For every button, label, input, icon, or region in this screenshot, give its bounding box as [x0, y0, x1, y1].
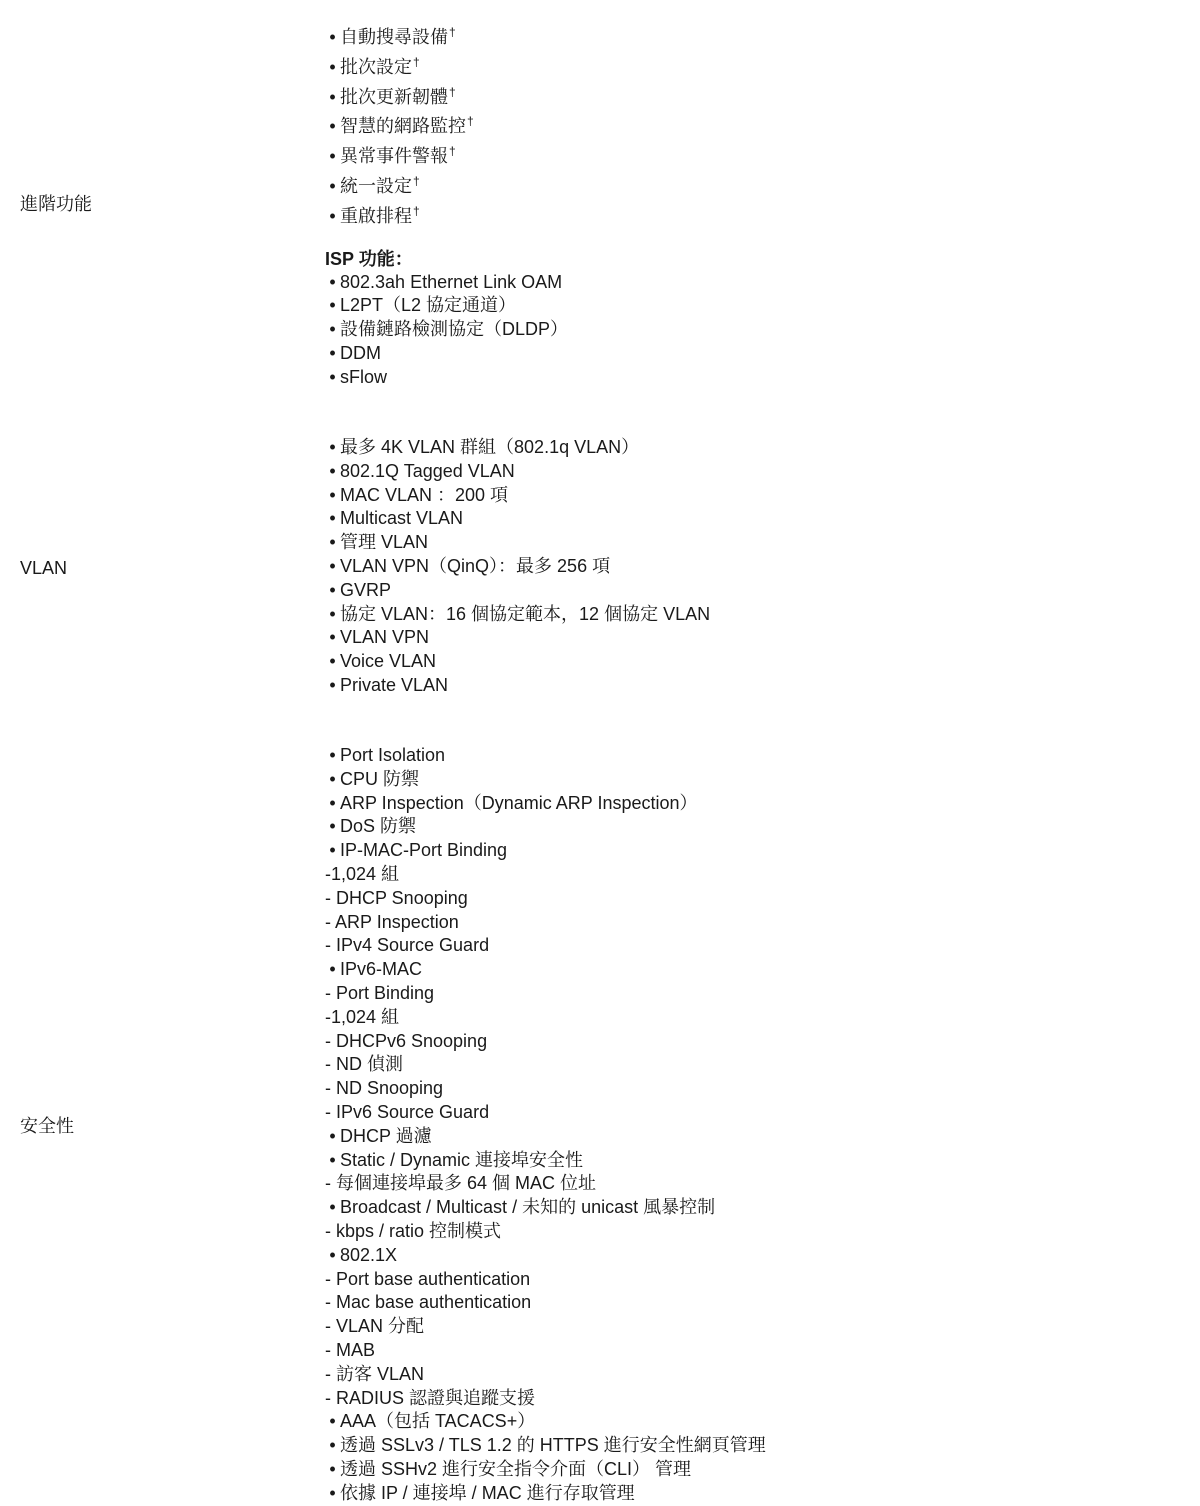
bullet-icon: •	[329, 319, 336, 340]
list-item	[325, 137, 1175, 167]
list-item-text: 重啟排程	[340, 205, 412, 226]
bullet-icon: •	[329, 792, 336, 813]
list-item	[325, 436, 1175, 460]
sub-list-item	[325, 1101, 1175, 1125]
isp-feature-list	[325, 271, 1175, 390]
dagger-footnote-mark: †	[449, 25, 456, 39]
dagger-footnote-mark: †	[413, 54, 420, 69]
row-label-advanced: 進階功能	[20, 194, 92, 214]
list-item	[325, 1410, 1175, 1434]
bullet-icon: •	[329, 116, 336, 137]
list-item-text: 802.1Q Tagged VLAN	[340, 460, 515, 481]
list-item-text: -1,024 組	[325, 1006, 400, 1027]
row-label-vlan: VLAN	[20, 558, 68, 578]
list-item	[325, 1458, 1175, 1482]
sub-list-item	[325, 982, 1175, 1006]
sub-list-item	[325, 863, 1175, 887]
list-item-text: Broadcast / Multicast / 未知的 unicast 風暴控制	[340, 1197, 716, 1218]
sub-list-item	[325, 1315, 1175, 1339]
list-item	[325, 674, 1175, 698]
list-item-text: 批次更新韌體	[340, 86, 448, 107]
list-item-text: - DHCP Snooping	[325, 887, 468, 908]
sub-list-item	[325, 1291, 1175, 1315]
list-item	[325, 579, 1175, 603]
list-item	[325, 744, 1175, 768]
bullet-icon: •	[329, 745, 336, 765]
bullet-icon: •	[329, 205, 336, 226]
list-item-text: 透過 SSHv2 進行安全指令介面（CLI） 管理	[340, 1458, 692, 1479]
list-item	[325, 484, 1175, 508]
dagger-footnote-mark: †	[467, 114, 474, 129]
management-feature-list	[325, 18, 1175, 227]
list-item	[325, 48, 1175, 78]
bullet-icon: •	[329, 271, 336, 292]
list-item-text: - VLAN 分配	[325, 1316, 425, 1337]
list-item	[325, 1196, 1175, 1220]
sub-list-item	[325, 1077, 1175, 1101]
list-item-text: DoS 防禦	[340, 816, 417, 837]
isp-heading: ISP 功能：	[325, 248, 413, 269]
bullet-icon: •	[329, 437, 336, 457]
bullet-icon: •	[329, 1244, 336, 1265]
list-item	[325, 768, 1175, 792]
list-item-text: 統一設定	[340, 175, 412, 196]
list-item-text: IP-MAC-Port Binding	[340, 840, 508, 861]
list-item-text: Static / Dynamic 連接埠安全性	[340, 1149, 584, 1170]
list-item-text: - IPv6 Source Guard	[325, 1101, 490, 1122]
list-item-text: ARP Inspection（Dynamic ARP Inspection）	[340, 792, 698, 813]
sub-list-item	[325, 1387, 1175, 1411]
sub-list-item	[325, 887, 1175, 911]
list-item-text: sFlow	[340, 366, 388, 387]
bullet-icon: •	[329, 342, 336, 363]
list-item-text: Private VLAN	[340, 674, 449, 695]
list-item	[325, 366, 1175, 390]
list-item-text: 自動搜尋設備	[340, 27, 448, 47]
list-item-text: 802.1X	[340, 1244, 398, 1265]
row-content-vlan	[325, 436, 1175, 698]
list-item	[325, 815, 1175, 839]
list-item	[325, 294, 1175, 318]
bullet-icon: •	[329, 555, 336, 576]
list-item-text: 透過 SSLv3 / TLS 1.2 的 HTTPS 進行安全性網頁管理	[340, 1435, 766, 1456]
bullet-icon: •	[329, 603, 336, 624]
row-label-security: 安全性	[20, 1116, 74, 1136]
list-item	[325, 792, 1175, 816]
bullet-icon: •	[329, 175, 336, 196]
vlan-feature-list	[325, 436, 1175, 698]
sub-list-item	[325, 1172, 1175, 1196]
bullet-icon: •	[329, 1411, 336, 1432]
list-item-text: AAA（包括 TACACS+）	[340, 1411, 536, 1432]
bullet-icon: •	[329, 651, 336, 672]
bullet-icon: •	[329, 56, 336, 77]
list-item-text: 最多 4K VLAN 群組（802.1q VLAN）	[340, 437, 640, 457]
bullet-icon: •	[329, 840, 336, 861]
list-item-text: - kbps / ratio 控制模式	[325, 1220, 502, 1241]
bullet-icon: •	[329, 146, 336, 167]
dagger-footnote-mark: †	[413, 203, 420, 218]
list-item	[325, 107, 1175, 137]
list-item	[325, 1149, 1175, 1173]
list-item-text: - 訪客 VLAN	[325, 1363, 425, 1384]
list-item-text: GVRP	[340, 579, 392, 600]
row-content-advanced	[325, 18, 1175, 390]
list-item-text: -1,024 組	[325, 863, 400, 884]
list-item	[325, 507, 1175, 531]
bullet-icon: •	[329, 1149, 336, 1170]
list-item-text: - DHCPv6 Snooping	[325, 1030, 488, 1051]
list-item	[325, 650, 1175, 674]
sub-list-item	[325, 1053, 1175, 1077]
isp-feature-block	[325, 247, 1175, 390]
bullet-icon: •	[329, 1125, 336, 1146]
list-item-text: 802.3ah Ethernet Link OAM	[340, 271, 563, 292]
bullet-icon: •	[329, 1197, 336, 1218]
sub-list-item	[325, 1339, 1175, 1363]
dagger-footnote-mark: †	[413, 173, 420, 188]
list-item-text: Multicast VLAN	[340, 508, 464, 529]
list-item-text: - IPv4 Source Guard	[325, 935, 490, 956]
list-item	[325, 460, 1175, 484]
bullet-icon: •	[329, 627, 336, 648]
list-item	[325, 958, 1175, 982]
sub-list-item	[325, 1220, 1175, 1244]
list-item-text: 協定 VLAN：16 個協定範本，12 個協定 VLAN	[340, 603, 711, 624]
list-item-text: - Mac base authentication	[325, 1292, 532, 1313]
list-item-text: Port Isolation	[340, 745, 446, 765]
sub-list-item	[325, 934, 1175, 958]
list-item	[325, 531, 1175, 555]
list-item-text: - Port base authentication	[325, 1268, 531, 1289]
list-item	[325, 1434, 1175, 1458]
sub-list-item	[325, 1006, 1175, 1030]
list-item-text: DHCP 過濾	[340, 1125, 432, 1146]
list-item-text: - Port Binding	[325, 982, 435, 1003]
list-item	[325, 1125, 1175, 1149]
bullet-icon: •	[329, 27, 336, 47]
list-item-text: MAC VLAN ：200 項	[340, 484, 509, 505]
list-item	[325, 839, 1175, 863]
list-item-text: VLAN VPN（QinQ）：最多 256 項	[340, 555, 611, 576]
list-item-text: - RADIUS 認證與追蹤支援	[325, 1387, 536, 1408]
list-item	[325, 342, 1175, 366]
list-item-text: CPU 防禦	[340, 768, 420, 789]
dagger-footnote-mark: †	[449, 144, 456, 159]
sub-list-item	[325, 1268, 1175, 1292]
list-item-text: Voice VLAN	[340, 651, 437, 672]
list-item	[325, 603, 1175, 627]
bullet-icon: •	[329, 674, 336, 695]
list-item	[325, 1244, 1175, 1268]
bullet-icon: •	[329, 1435, 336, 1456]
list-item-text: 批次設定	[340, 56, 412, 77]
bullet-icon: •	[329, 484, 336, 505]
list-item-text: - ND Snooping	[325, 1078, 444, 1099]
bullet-icon: •	[329, 579, 336, 600]
list-item-text: 依據 IP / 連接埠 / MAC 進行存取管理	[340, 1482, 635, 1503]
list-item-text: - 每個連接埠最多 64 個 MAC 位址	[325, 1173, 597, 1194]
list-item-text: 智慧的網路監控	[340, 116, 466, 137]
list-item-text: IPv6-MAC	[340, 959, 423, 980]
bullet-icon: •	[329, 366, 336, 387]
bullet-icon: •	[329, 532, 336, 553]
bullet-icon: •	[329, 1482, 336, 1503]
bullet-icon: •	[329, 295, 336, 316]
sub-list-item	[325, 1030, 1175, 1054]
list-item	[325, 78, 1175, 108]
list-item	[325, 167, 1175, 197]
list-item	[325, 197, 1175, 227]
list-item-text: 管理 VLAN	[340, 532, 429, 553]
list-item-text: DDM	[340, 342, 381, 363]
list-item-text: 異常事件警報	[340, 146, 448, 167]
list-item-text: 設備鏈路檢測協定（DLDP）	[340, 319, 569, 340]
sub-list-item	[325, 911, 1175, 935]
security-feature-list	[325, 744, 1175, 1506]
bullet-icon: •	[329, 86, 336, 107]
bullet-icon: •	[329, 1458, 336, 1479]
bullet-icon: •	[329, 816, 336, 837]
bullet-icon: •	[329, 959, 336, 980]
list-item	[325, 318, 1175, 342]
list-item-text: VLAN VPN	[340, 627, 430, 648]
list-item-text: L2PT（L2 協定通道）	[340, 295, 517, 316]
list-item-text: - ND 偵測	[325, 1054, 403, 1075]
sub-list-item	[325, 1363, 1175, 1387]
list-item	[325, 18, 1175, 48]
bullet-icon: •	[329, 460, 336, 481]
row-content-security	[325, 744, 1175, 1506]
list-item-text: - ARP Inspection	[325, 911, 459, 932]
bullet-icon: •	[329, 508, 336, 529]
list-item-text: - MAB	[325, 1339, 376, 1360]
list-item	[325, 626, 1175, 650]
list-item	[325, 271, 1175, 295]
bullet-icon: •	[329, 768, 336, 789]
dagger-footnote-mark: †	[449, 84, 456, 99]
list-item	[325, 555, 1175, 579]
